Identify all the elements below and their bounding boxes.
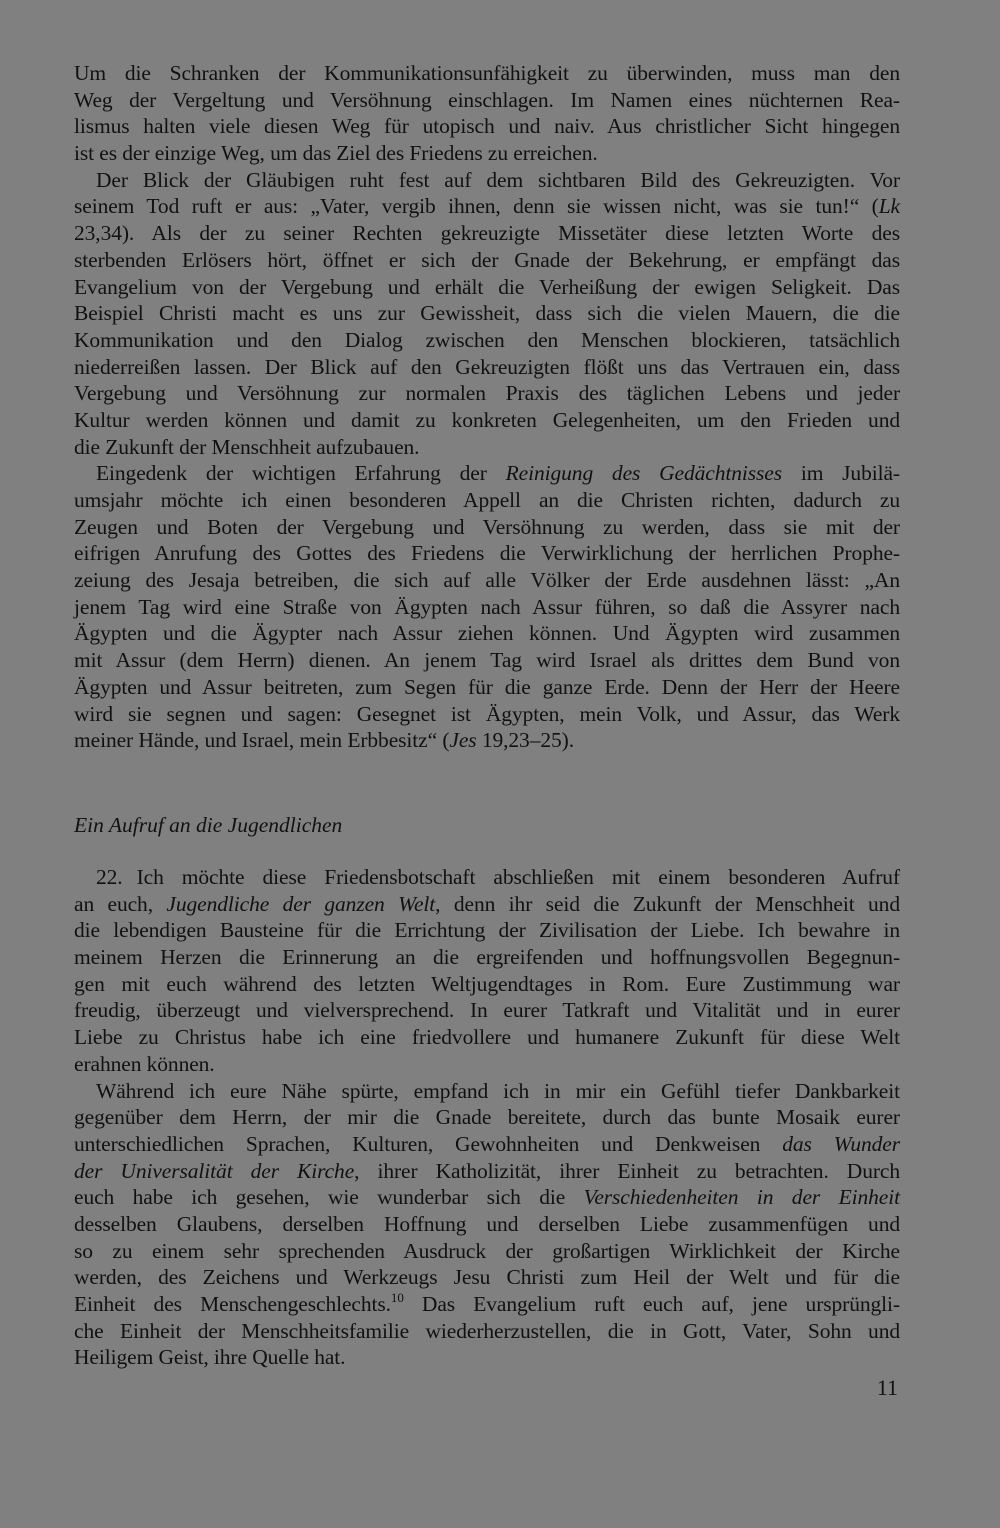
text-run: meiner Hände, und Israel, mein Erbbesitz“ ( <box>74 728 450 753</box>
text-line: lismus halten viele diesen Weg für utopisch und naiv. Aus christlicher Sicht hingegen <box>74 114 900 139</box>
text-line: eifrigen Anrufung des Gottes des Friedens die Verwirklichung der herrlichen Prophe- <box>74 541 900 566</box>
text-line: gegenüber dem Herrn, der mir die Gnade bereitete, durch das bunte Mosaik eurer <box>74 1105 900 1130</box>
footnote-marker[interactable]: 10 <box>390 1290 404 1305</box>
text-line: Ägypten und die Ägypter nach Assur ziehen können. Und Ägypten wird zusammen <box>74 621 900 646</box>
text-run: seinem Tod ruft er aus: „Vater, vergib ihnen, denn sie wissen nicht, was sie tun!“ ( <box>74 194 879 219</box>
text-line: Weg der Vergeltung und Versöhnung einschlagen. Im Namen eines nüchternen Rea- <box>74 87 900 112</box>
text-line: che Einheit der Menschheitsfamilie wiederherzustellen, die in Gott, Vater, Sohn und <box>74 1318 900 1343</box>
text-line: Der Blick der Gläubigen ruht fest auf dem sichtbaren Bild des Gekreuzigten. Vor <box>96 167 900 192</box>
text-line: Kultur werden können und damit zu konkreten Gelegenheiten, um den Frieden und <box>74 407 900 432</box>
body-text-bottom <box>74 864 900 1371</box>
text-line: Evangelium von der Vergebung und erhält die Verheißung der ewigen Seligkeit. Das <box>74 274 900 299</box>
citation-abbrev: Jes <box>449 728 477 753</box>
emphasis: der Universalität der Kirche <box>74 1158 355 1183</box>
text-line: gen mit euch während des letzten Weltjugendtages in Rom. Eure Zustimmung war <box>74 971 900 996</box>
text-line: 23,34). Als der zu seiner Rechten gekreuzigte Missetäter diese letzten Worte des <box>74 221 900 246</box>
text-line: werden, des Zeichens und Werkzeugs Jesu Christi zum Heil der Welt und für die <box>74 1265 900 1290</box>
text-line <box>74 1291 900 1318</box>
text-line: Zeugen und Boten der Vergebung und Versöhnung zu werden, dass sie mit der <box>74 514 900 539</box>
text-line <box>74 891 900 918</box>
text-line: meinem Herzen die Erinnerung an die ergreifenden und hoffnungsvollen Begegnun- <box>74 945 900 970</box>
text-line: mit Assur (dem Herrn) dienen. An jenem Tag wird Israel als drittes dem Bund von <box>74 648 900 673</box>
text-line <box>74 727 900 754</box>
text-line: erahnen können. <box>74 1051 215 1076</box>
text-line: Um die Schranken der Kommunikationsunfähigkeit zu überwinden, muss man den <box>74 61 900 85</box>
text-line: zeiung des Jesaja betreiben, die sich auf alle Völker der Erde ausdehnen lässt: „An <box>74 568 900 593</box>
text-line: jenem Tag wird eine Straße von Ägypten nach Assur führen, so daß die Assyrer nach <box>74 594 900 619</box>
text-line: desselben Glaubens, derselben Hoffnung und derselben Liebe zusammenfügen und <box>74 1211 900 1236</box>
text-line <box>74 460 900 487</box>
text-run: , denn ihr seid die Zukunft der Menschheit und <box>435 891 900 916</box>
text-line: sterbenden Erlösers hört, öffnet er sich der Gnade der Bekehrung, er empfängt das <box>74 247 900 272</box>
text-line: so zu einem sehr sprechenden Ausdruck der großartigen Wirklichkeit der Kirche <box>74 1238 900 1263</box>
text-run: euch habe ich gesehen, wie wunderbar sich die <box>74 1185 584 1210</box>
text-line: Heiligem Geist, ihre Quelle hat. <box>74 1345 346 1370</box>
paragraph-number: 22. <box>96 865 123 889</box>
text-run: Einheit des Menschengeschlechts. <box>74 1292 391 1316</box>
section-heading: Ein Aufruf an die Jugendlichen <box>74 813 343 837</box>
text-line: niederreißen lassen. Der Blick auf den Gekreuzigten flößt uns das Vertrauen ein, dass <box>74 354 900 379</box>
text-run: im Jubilä- <box>782 461 900 486</box>
text-line <box>74 1131 900 1158</box>
text-line: die Zukunft der Menschheit aufzubauen. <box>74 434 420 459</box>
text-line <box>74 864 900 891</box>
text-line: ist es der einzige Weg, um das Ziel des Friedens zu erreichen. <box>74 141 598 166</box>
emphasis: Jugendliche der ganzen Welt <box>166 891 436 916</box>
page-number: 11 <box>876 1375 898 1400</box>
emphasis: Reinigung des Gedächtnisses <box>505 461 783 486</box>
text-line: Vergebung und Versöhnung zur normalen Praxis des täglichen Lebens und jeder <box>74 381 900 406</box>
text-line <box>74 1184 900 1211</box>
citation-abbrev: Lk <box>878 194 900 219</box>
text-line <box>74 1158 900 1185</box>
text-line: freudig, überzeugt und vielversprechend. In eurer Tatkraft und Vitalität und in eurer <box>74 998 900 1023</box>
text-line: wird sie segnen und sagen: Gesegnet ist Ägypten, mein Volk, und Assur, das Werk <box>74 701 900 726</box>
text-run: Eingedenk der wichtigen Erfahrung der <box>96 461 506 486</box>
text-line: Liebe zu Christus habe ich eine friedvollere und humanere Zukunft für diese Welt <box>74 1025 900 1050</box>
text-run: Ich möchte diese Friedensbotschaft abschließen mit einem besonderen Aufruf <box>136 865 900 889</box>
emphasis: das Wunder <box>782 1131 900 1156</box>
text-run: , ihrer Katholizität, ihrer Einheit zu betrachten. Durch <box>354 1158 900 1183</box>
text-line: Kommunikation und den Dialog zwischen den Menschen blockieren, tatsächlich <box>74 327 900 352</box>
text-run: unterschiedlichen Sprachen, Kulturen, Gewohnheiten und Denkweisen <box>74 1131 783 1156</box>
text-line <box>74 193 900 220</box>
text-run: an euch, <box>74 891 167 916</box>
text-line: Ägypten und Assur beitreten, zum Segen für die ganze Erde. Denn der Herr der Heere <box>74 674 900 699</box>
text-line: umsjahr möchte ich einen besonderen Appell an die Christen richten, dadurch zu <box>74 488 900 512</box>
text-line: Beispiel Christi macht es uns zur Gewissheit, dass sich die vielen Mauern, die die <box>74 301 900 326</box>
emphasis: Verschiedenheiten in der Einheit <box>583 1185 900 1210</box>
text-run: Das Evangelium ruft euch auf, jene ursprüngli- <box>403 1292 900 1316</box>
body-text-top <box>74 60 900 754</box>
text-line: Während ich eure Nähe spürte, empfand ich in mir ein Gefühl tiefer Dankbarkeit <box>96 1078 900 1103</box>
text-run: 19,23–25). <box>476 728 574 753</box>
text-line: die lebendigen Bausteine für die Errichtung der Zivilisation der Liebe. Ich bewahre in <box>74 918 900 943</box>
